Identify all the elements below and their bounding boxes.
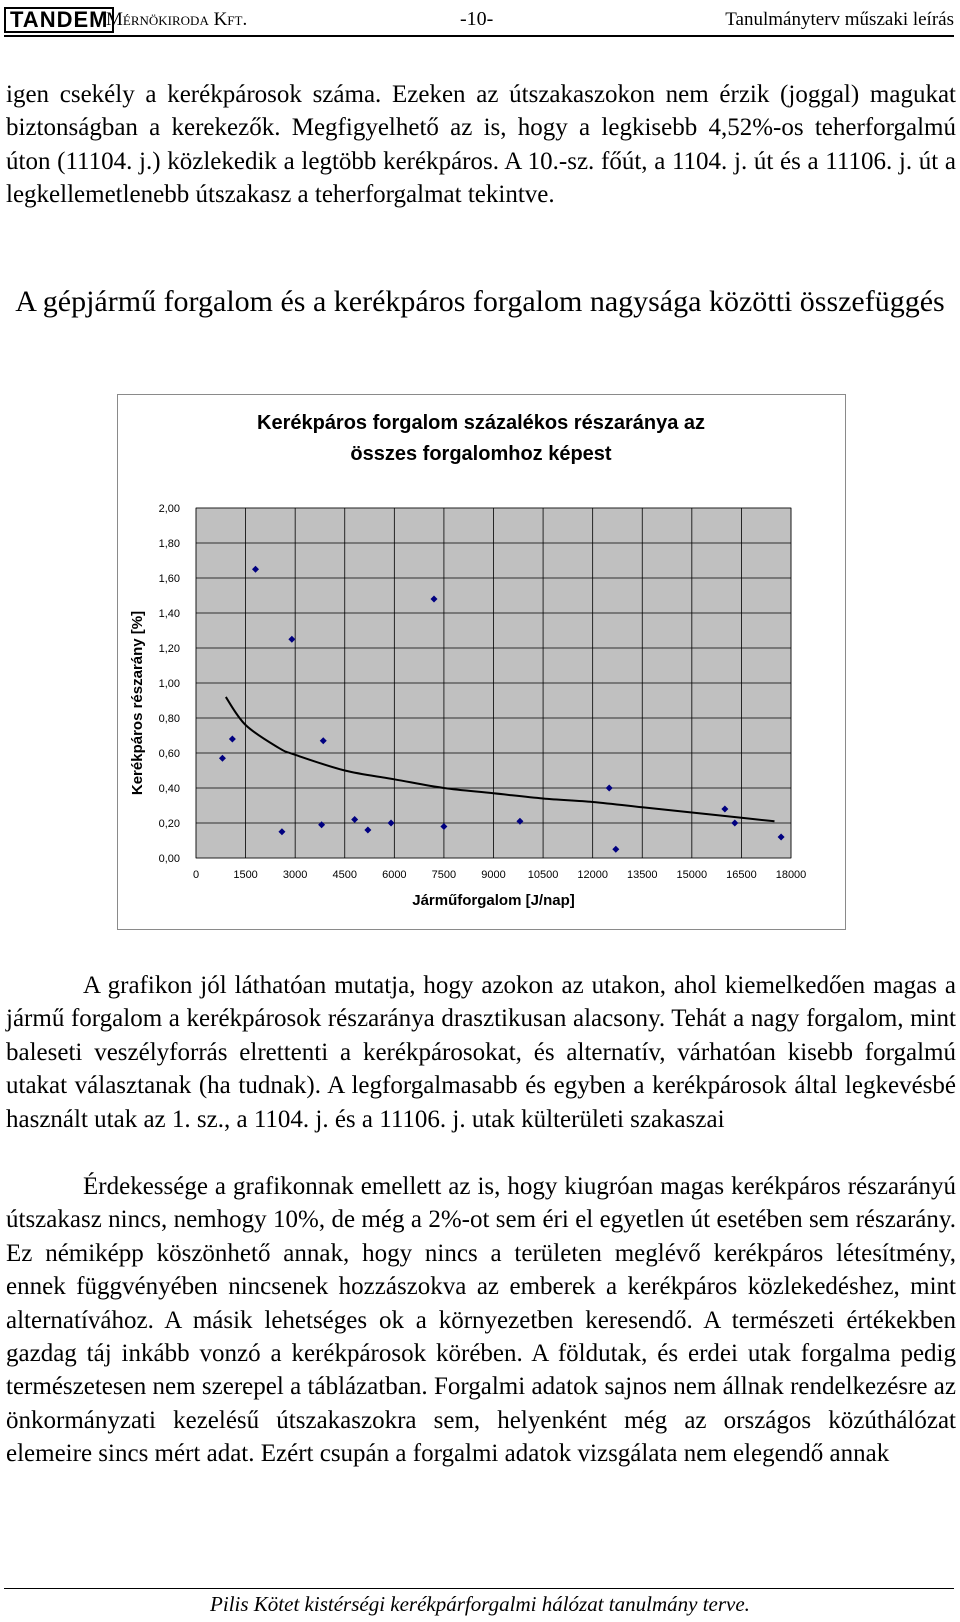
x-tick-label: 1500 xyxy=(233,869,258,881)
y-tick-label: 1,80 xyxy=(158,538,180,550)
x-tick-label: 12000 xyxy=(577,869,608,881)
x-tick-label: 4500 xyxy=(332,869,357,881)
x-axis-label: Járműforgalom [J/nap] xyxy=(412,892,575,909)
x-tick-label: 0 xyxy=(192,869,200,881)
x-tick-label: 15000 xyxy=(676,869,708,881)
scatter-chart xyxy=(118,395,845,929)
y-tick-label: 2,00 xyxy=(158,503,180,515)
x-tick-label: 16500 xyxy=(726,869,757,881)
x-tick-label: 18000 xyxy=(775,869,807,881)
y-tick-label: 1,60 xyxy=(158,573,180,585)
intro-paragraph: igen csekély a kerékpárosok száma. Ezeken az útszakaszokon nem érzik (joggal) magukat biztonságban a kerekezők. Megfigyelhető az is, hogy a legkisebb 4,52%-os teherforgalmú úton (11104. j.) közlekedik a legtöbb kerékpáros. A 10.-sz. főút, a 1104. j. út és a 11106. j. út a legkellemetlenebb útszakasz a teherforgalmat tekintve. xyxy=(6,81,956,209)
y-tick-label: 0,60 xyxy=(158,748,180,760)
analysis-paragraph-2: Érdekessége a grafikonnak emellett az is, hogy kiugróan magas kerékpáros részarányú útszakasz nincs, nemhogy 10%, de még a 2%-ot sem éri el egyetlen út esetében sem részarány. Ez némiképp köszönhető annak, hogy nincs a területen meglévő kerékpáros létesítmény, ennek függvényében nincsenek hozzászokva az emberek a kerékpáros közlekedéshez, mint alternatívához. A másik lehetséges ok a környezetben keresendő. A természeti értékekben gazdag táj inkább vonzó a kerékpárosok körében. A földutak, és erdei utak forgalma pedig természetesen nem szerepel a táblázatban. Forgalmi adatok sajnos nem állnak rendelkezésre az önkormányzati kezelésű útszakaszokra sem, helyenként még az országos közúthálózat elemeire sincs mért adat. Ezért csupán a forgalmi adatok vizsgálata nem elegendő annak xyxy=(6,1173,956,1468)
y-tick-label: 1,40 xyxy=(158,608,180,620)
y-tick-label: 0,80 xyxy=(158,713,180,725)
chart-title-line: Kerékpáros forgalom százalékos részaránya az xyxy=(257,412,705,434)
x-tick-label: 10500 xyxy=(527,869,559,881)
x-tick-label: 13500 xyxy=(626,869,658,881)
page-footer: Pilis Kötet kistérségi kerékpárforgalmi hálózat tanulmány terve. xyxy=(210,1592,750,1616)
chart-title-line: összes forgalomhoz képest xyxy=(350,443,612,465)
chart-frame xyxy=(117,394,846,930)
x-tick-label: 9000 xyxy=(481,869,506,881)
y-axis-label: Kerékpáros részarány [%] xyxy=(129,610,146,796)
y-tick-label: 1,20 xyxy=(158,643,180,655)
y-tick-label: 0,00 xyxy=(158,853,180,865)
y-tick-label: 1,00 xyxy=(158,678,180,690)
x-tick-label: 3000 xyxy=(282,869,308,881)
company-name: Mérnökiroda Kft. xyxy=(106,9,248,30)
page-number: -10- xyxy=(460,8,494,30)
page-header xyxy=(4,3,954,37)
document-type: Tanulmányterv műszaki leírás xyxy=(725,9,954,30)
footer-divider xyxy=(4,1588,954,1589)
y-tick-label: 0,40 xyxy=(158,783,180,795)
company-logo: TANDEM xyxy=(4,7,114,33)
analysis-paragraph-1: A grafikon jól láthatóan mutatja, hogy azokon az utakon, ahol kiemelkedően magas a jármű forgalom a kerékpárosok részaránya drasztikusan alacsony. Tehát a nagy forgalom, mint baleseti veszélyforrás elrettenti a kerékpárosokat, és alternatív, várhatóan kisebb forgalmú utakat választanak (ha tudnak). A legforgalmasabb és egyben a kerékpárosok által legkevésbé használt utak az 1. sz., a 1104. j. és a 11106. j. utak külterületi szakaszai xyxy=(6,972,956,1133)
y-tick-label: 0,20 xyxy=(158,818,180,830)
x-tick-label: 6000 xyxy=(382,869,407,881)
x-tick-label: 7500 xyxy=(431,869,457,881)
section-title: A gépjármű forgalom és a kerékpáros forgalom nagysága közötti összefüggés xyxy=(15,285,945,318)
